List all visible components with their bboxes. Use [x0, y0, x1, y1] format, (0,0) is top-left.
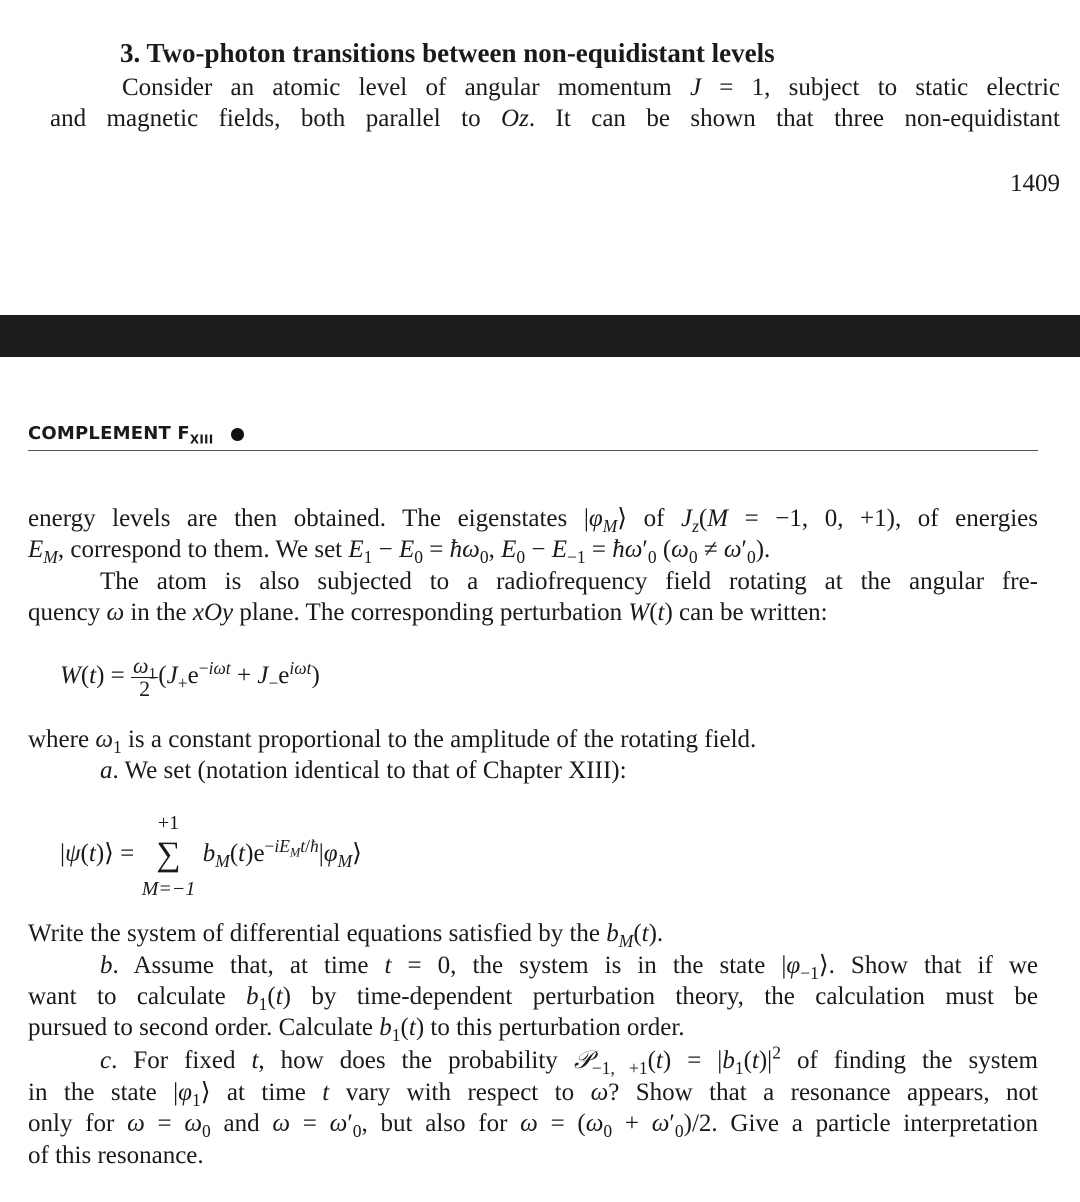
p1-line-2: $E_M$, correspond to them. We set $E_1 - E_0$ = $ħ\omega_0$, $E_0 - E_{-1}$ = $ħ\omega'_0$ $(\omega_0 \ne \omega'_0)$.	[28, 536, 771, 567]
part-a: a. We set (notation identical to that of Chapter XIII):	[100, 757, 627, 784]
part-c-line-1: c. For fixed t, how does the probability 𝒫$_{-1, +1}$(t) = $|b_1(t)|^2$ of finding the system	[100, 1042, 1038, 1078]
p2-line-2: quency ω in the xOy plane. The corresponding perturbation W(t) can be written:	[28, 599, 828, 626]
part-b-line-2: want to calculate $b_1(t)$ by time-dependent perturbation theory, the calculation must be	[28, 983, 1038, 1014]
part-b-line-1: b. Assume that, at time t = 0, the system is in the state $|\varphi_{-1}⟩$. Show that if we	[100, 952, 1038, 983]
equation-w-t: W(t) = $\frac{\omega_1}{2}$ $(J_+e^{-i\omega t} + J_-e^{i\omega t})$	[60, 653, 320, 701]
intro-line-2: and magnetic fields, both parallel to Oz. It can be shown that three non-equidistant	[50, 105, 1061, 132]
p4-line-1: Write the system of differential equations satisfied by the $b_M(t)$.	[28, 920, 664, 951]
p2-line-1: The atom is also subjected to a radiofrequency field rotating at the angular fre-	[100, 568, 1038, 595]
part-b-line-3: pursued to second order. Calculate $b_1(t)$ to this perturbation order.	[28, 1014, 685, 1045]
part-c-line-4: of this resonance.	[28, 1142, 204, 1169]
p3-line-1: where $\omega_1$ is a constant proportional to the amplitude of the rotating field.	[28, 726, 757, 757]
part-c-line-3: only for $\omega = \omega_0$ and $\omega = \omega'_0$, but also for $\omega = (\omega_0 + \omega'_0)/2$. Give a particle interpretation	[28, 1110, 1038, 1141]
intro-line-1: Consider an atomic level of angular momentum J = 1, subject to static electric	[122, 74, 1060, 101]
page-separator-bar	[0, 315, 1080, 357]
section-heading: 3. Two-photon transitions between non-equidistant levels	[120, 38, 775, 68]
header-rule	[28, 450, 1038, 451]
p1-line-1: energy levels are then obtained. The eigenstates $|\varphi_M⟩$ of $J_z(M = -1$, 0, +1), of energies	[28, 505, 1038, 536]
complement-header: COMPLEMENT $F_{XIII}$	[28, 423, 214, 447]
part-c-line-2: in the state $|\varphi_1⟩$ at time t vary with respect to ω? Show that a resonance appears, not	[28, 1079, 1038, 1110]
bullet-dot-icon	[231, 428, 244, 441]
equation-psi-t: |ψ(t)⟩ = +1 ∑ M=−1 $b_M(t)e^{-iE_Mt/ħ}|\varphi_M⟩$	[60, 812, 362, 900]
page-number: 1409	[1010, 170, 1060, 197]
